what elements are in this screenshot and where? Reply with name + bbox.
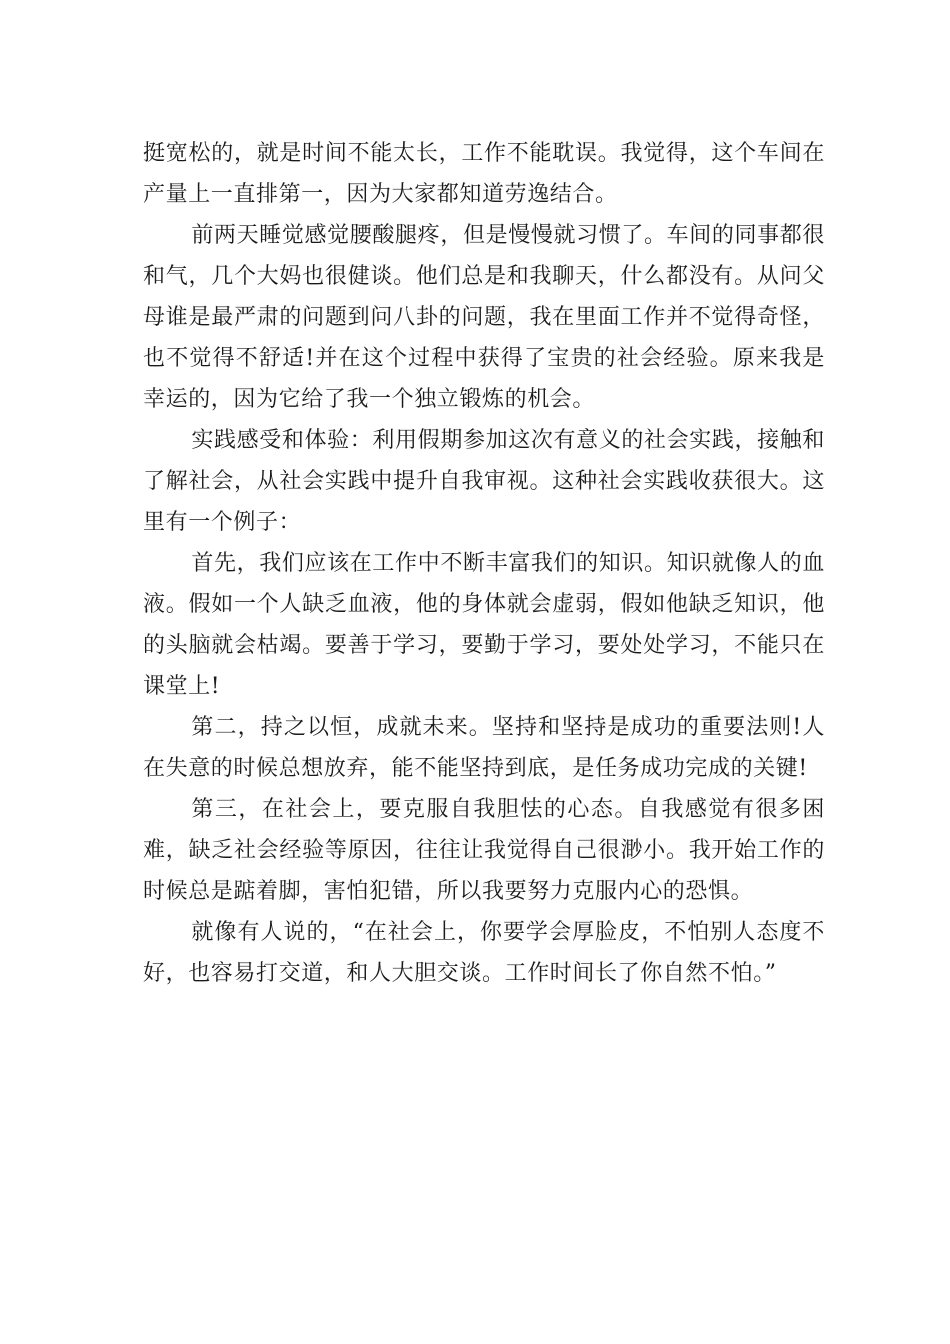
paragraph-4: 首先，我们应该在工作中不断丰富我们的知识。知识就像人的血液。假如一个人缺乏血液，他的身体就会虚弱，假如他缺乏知识，他的头脑就会枯竭。要善于学习，要勤于学习，要处处学习，不能只在课堂上! (143, 551, 825, 699)
paragraph-2: 前两天睡觉感觉腰酸腿疼，但是慢慢就习惯了。车间的同事都很和气，几个大妈也很健谈。他们总是和我聊天，什么都没有。从问父母谁是最严肃的问题到问八卦的问题，我在里面工作并不觉得奇怪，也不觉得不舒适!并在这个过程中获得了宝贵的社会经验。原来我是幸运的，因为它给了我一个独立锻炼的机会。 (143, 223, 825, 412)
paragraph-6: 第三，在社会上，要克服自我胆怯的心态。自我感觉有很多困难，缺乏社会经验等原因，往往让我觉得自己很渺小。我开始工作的时候总是踮着脚，害怕犯错，所以我要努力克服内心的恐惧。 (143, 797, 825, 904)
paragraph-3: 实践感受和体验：利用假期参加这次有意义的社会实践，接触和了解社会，从社会实践中提升自我审视。这种社会实践收获很大。这里有一个例子： (143, 428, 825, 535)
paragraph-1: 挺宽松的，就是时间不能太长，工作不能耽误。我觉得，这个车间在产量上一直排第一，因为大家都知道劳逸结合。 (143, 141, 825, 207)
document-body (143, 133, 825, 994)
paragraph-7: 就像有人说的，“在社会上，你要学会厚脸皮，不怕别人态度不好，也容易打交道，和人大胆交谈。工作时间长了你自然不怕。” (143, 920, 825, 986)
paragraph-5: 第二，持之以恒，成就未来。坚持和坚持是成功的重要法则!人在失意的时候总想放弃，能不能坚持到底，是任务成功完成的关键! (143, 715, 825, 781)
